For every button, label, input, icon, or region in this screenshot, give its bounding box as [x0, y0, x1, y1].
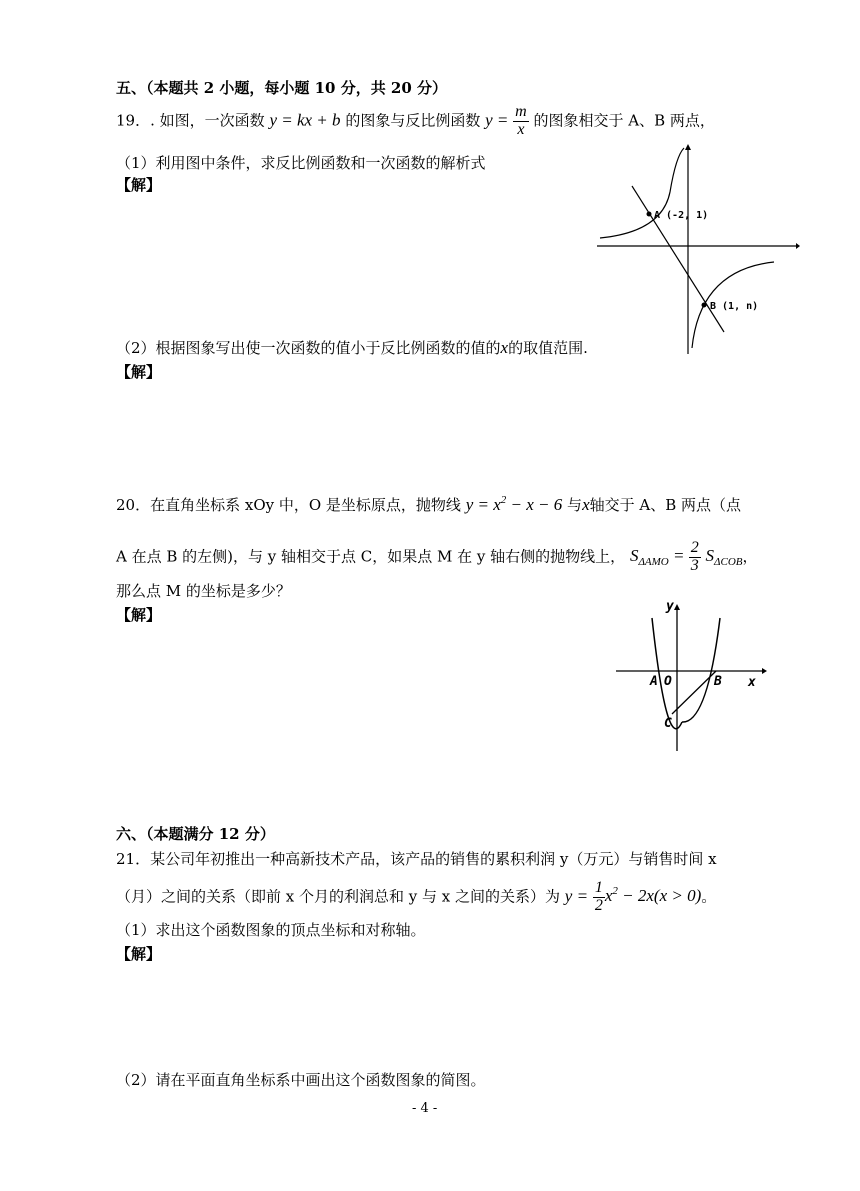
question-text: 如图，一次函数 — [159, 111, 265, 130]
point-a-label: A — [650, 674, 658, 689]
x-axis-label: x — [748, 675, 756, 690]
question-19-stem — [116, 104, 715, 139]
variable-x: x — [582, 495, 590, 514]
punctuation: 。 — [701, 887, 717, 906]
area-relation — [629, 546, 689, 569]
question-text: 的图象相交于 A、B 两点， — [533, 111, 715, 130]
parabola-y-equals-x: y = x — [465, 495, 501, 514]
section-5-heading: 五、（本题共 2 小题，每小题 10 分，共 20 分） — [116, 79, 448, 97]
question-text: （月）之间的关系（即前 x 个月的利润总和 y 与 x 之间的关系）为 — [116, 887, 561, 906]
area-fraction — [689, 540, 701, 575]
question-number: 19．. — [116, 111, 155, 130]
question-text: 的取值范围. — [508, 339, 588, 357]
fraction-numerator: 1 — [594, 879, 603, 896]
origin-label: O — [664, 674, 672, 689]
parabola-equation — [466, 495, 563, 514]
question-19-part-2 — [116, 337, 588, 358]
question-21-part-1: （1）求出这个函数图象的顶点坐标和对称轴。 — [116, 921, 426, 939]
section-6-heading: 六、（本题满分 12 分） — [116, 825, 275, 843]
y-axis-arrow — [685, 144, 691, 150]
parabola-rest: − x − 6 — [506, 495, 563, 514]
area-symbol: S — [629, 546, 639, 566]
fraction-denominator: x — [517, 120, 525, 138]
question-21-part-2: （2）请在平面直角坐标系中画出这个函数图象的简图。 — [116, 1071, 486, 1089]
question-20-line-1 — [116, 494, 741, 515]
point-a-label: A (-2, 1) — [654, 210, 709, 221]
area-symbol: S — [705, 546, 715, 566]
answer-label: 【解】 — [116, 945, 162, 963]
question-text: A 在点 B 的左侧)，与 y 轴相交于点 C，如果点 M 在 y 轴右侧的抛物线上， — [116, 547, 626, 566]
linear-function-equation: y = kx + b — [269, 110, 341, 130]
figure-20-graph — [612, 596, 772, 756]
question-20-line-3: 那么点 M 的坐标是多少？ — [116, 582, 291, 600]
question-21-line-1: 21．某公司年初推出一种高新技术产品，该产品的销售的累积利润 y（万元）与销售时间 x — [116, 850, 717, 868]
question-21-line-2 — [116, 880, 716, 915]
y-axis-label: y — [666, 599, 674, 614]
question-text: 轴交于 A、B 两点（点 — [589, 496, 742, 514]
point-b — [702, 303, 707, 308]
question-19-part-1: （1）利用图中条件，求反比例函数和一次函数的解析式 — [116, 154, 486, 172]
equation-rhs — [605, 886, 701, 905]
point-c-label: C — [664, 716, 672, 731]
question-text: （2）根据图象写出使一次函数的值小于反比例函数的值的 — [116, 339, 501, 357]
figure-19-graph — [592, 142, 802, 357]
question-text: 的图象与反比例函数 — [345, 111, 481, 130]
fraction-denominator: 2 — [594, 896, 603, 914]
segment-cb — [672, 671, 716, 714]
inverse-function-lhs: y = — [485, 110, 509, 130]
inverse-function-fraction — [513, 104, 529, 139]
fraction-denominator: 3 — [690, 556, 699, 574]
answer-label: 【解】 — [116, 363, 162, 381]
x-axis-arrow — [762, 668, 767, 674]
area-subscript: ΔCOB — [714, 556, 743, 569]
punctuation: ， — [742, 547, 758, 566]
question-text: 20．在直角坐标系 xOy 中，O 是坐标原点，抛物线 — [116, 496, 461, 514]
question-text: 与 — [567, 496, 583, 514]
equals-sign: = — [673, 546, 685, 566]
exponent: 2 — [612, 885, 618, 898]
question-20-line-2 — [116, 540, 758, 575]
parabola-right-branch — [682, 618, 720, 722]
variable-x: x — [500, 338, 509, 357]
area-subscript: ΔAMO — [638, 556, 669, 569]
variable-x: x — [604, 886, 613, 906]
equation-fraction — [593, 880, 605, 915]
y-axis-arrow — [674, 604, 680, 610]
point-a — [647, 212, 652, 217]
x-axis-arrow — [796, 243, 800, 249]
answer-label: 【解】 — [116, 606, 162, 624]
point-b-label: B — [714, 674, 722, 689]
hyperbola-branch-upper — [600, 148, 684, 238]
page-number: - 4 - — [412, 1101, 438, 1116]
area-rhs — [705, 546, 743, 569]
point-b-label: B (1, n) — [710, 301, 759, 312]
equation-lhs: y = — [564, 886, 589, 906]
equation-rest: − 2x(x > 0) — [617, 886, 702, 906]
fraction-numerator: 2 — [690, 539, 699, 556]
fraction-numerator: m — [515, 103, 527, 120]
exponent: 2 — [500, 494, 507, 506]
answer-label: 【解】 — [116, 176, 162, 194]
